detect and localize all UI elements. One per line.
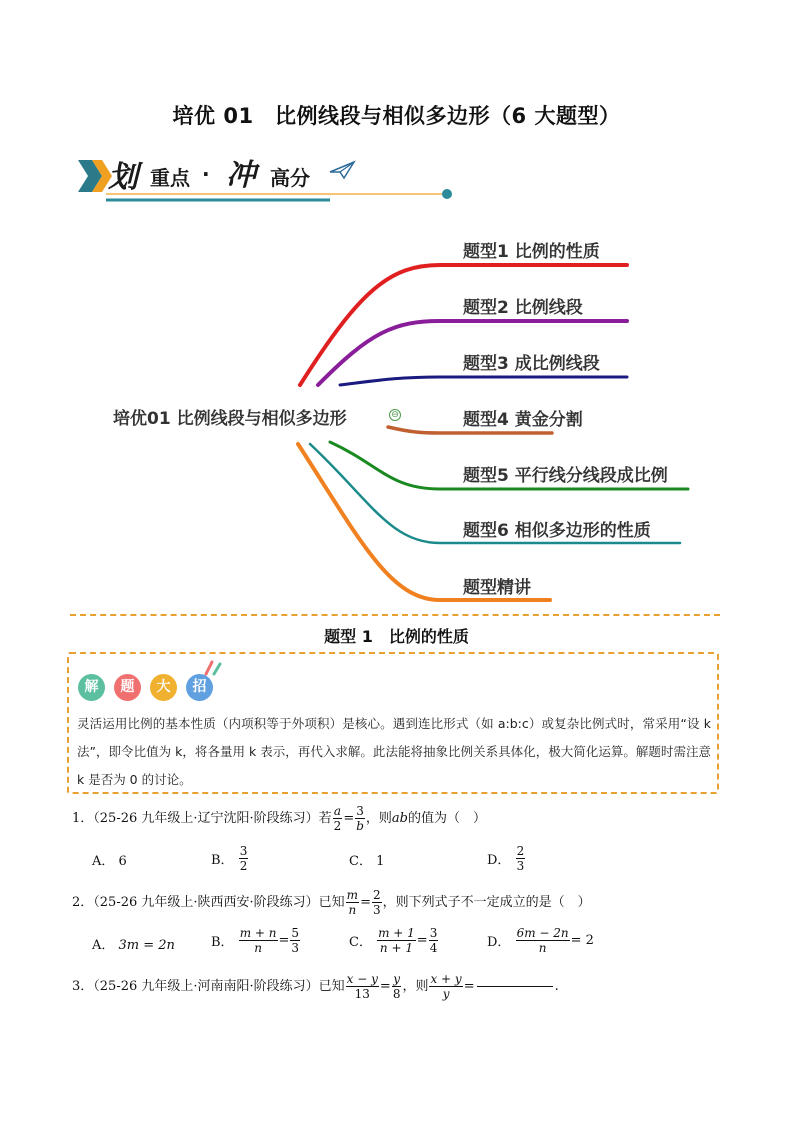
banner-dot: · [202,162,210,186]
document-title: 培优 01 比例线段与相似多边形（6 大题型） [172,104,621,128]
mindmap-node-4[interactable]: 题型4 黄金分割 [463,410,583,430]
q2-option-b[interactable]: B． $\frac{m + n}{n}$ = $\frac{5}{3}$ [211,926,300,955]
q2-source: （25-26 九年级上·陕西西安·阶段练习） [93,895,319,910]
mindmap-node-7[interactable]: 题型精讲 [463,578,531,598]
q3-source: （25-26 九年级上·河南南阳·阶段练习） [93,979,319,994]
q2-eq: = [360,895,371,910]
q1-frac1: $\frac{a}{2}$ [333,804,342,833]
q2-post: ，则下列式子不一定成立的是（ ） [382,895,591,910]
q3-eq2: = [463,979,475,994]
banner-text-zhongdian: 重点 [150,166,190,190]
q3-eq: = [379,979,391,994]
q2-option-d[interactable]: D． $\frac{6m - 2n}{n}$ = 2 [487,926,594,955]
q1-option-c[interactable]: C． 1 [349,854,385,869]
q1-eq: = [343,811,355,826]
q3-pre: 已知 [318,979,345,994]
q2-number: 2． [72,895,94,910]
q1-post2: 的值为（ ） [408,811,487,826]
q3-number: 3． [72,979,94,994]
q2-frac2: $\frac{2}{3}$ [372,888,381,917]
mindmap-node-3[interactable]: 题型3 成比例线段 [463,354,600,374]
q3-end: . [554,979,559,994]
q2-option-a[interactable]: A． 3m = 2n [92,938,175,953]
q1-pre: 若 [318,811,332,826]
q3-frac2: $\frac{y}{8}$ [392,972,401,1001]
tip-text: 灵活运用比例的基本性质（内项积等于外项积）是核心。遇到连比形式（如 a:b:c）或复杂比例式时，常采用“设 k 法”，即令比值为 k，将各量用 k 表示，再代入求解。此法能将抽象比例关系具体化，极大简化运算。解题时需注意 k 是否为 0 的讨论。 [77,716,711,787]
q1-option-d[interactable]: D． $\frac{2}{3}$ [487,844,525,873]
question-1 [72,804,486,833]
paper-plane-icon [328,160,356,180]
mindmap-node-5[interactable]: 题型5 平行线分线段成比例 [463,466,668,486]
q2-option-c[interactable]: C． $\frac{m + 1}{n + 1}$ = $\frac{3}{4}$ [349,926,438,955]
q1-option-a[interactable]: A． 6 [92,854,127,869]
question-2 [72,888,591,917]
q1-frac2: $\frac{3}{b}$ [356,804,364,833]
banner-text-gaofen: 高分 [270,166,310,190]
tip-badge-1: 解 [78,674,105,701]
question-3 [72,972,559,1001]
q1-number: 1． [72,811,94,826]
q3-frac3: $\frac{x + y}{y}$ [430,972,462,1001]
section-divider [70,614,720,616]
mindmap-node-6[interactable]: 题型6 相似多边形的性质 [463,521,651,541]
q1-var: ab [391,811,408,826]
tip-badges [78,660,228,704]
mindmap-node-2[interactable]: 题型2 比例线段 [463,298,583,318]
q1-source: （25-26 九年级上·辽宁沈阳·阶段练习） [93,811,319,826]
mindmap-root: 培优01 比例线段与相似多边形 [113,409,347,429]
mindmap-node-1[interactable]: 题型1 比例的性质 [463,242,600,262]
q2-frac1: $\frac{m}{n}$ [346,888,359,917]
tip-badge-3: 大 [150,674,177,701]
section-banner [78,148,458,210]
q1-option-b[interactable]: B． $\frac{3}{2}$ [211,844,248,873]
tip-badge-4: 招 [186,674,213,701]
banner-char-hua: 划 [108,160,138,195]
q1-post1: ，则 [365,811,392,826]
q3-frac1: $\frac{x - y}{13}$ [346,972,378,1001]
q3-answer-blank[interactable] [477,986,553,987]
q3-post: ，则 [402,979,429,994]
banner-char-chong: 冲 [226,158,256,193]
sparkle-icon [202,660,224,676]
collapse-icon[interactable]: ⊖ [389,409,401,421]
q2-pre: 已知 [318,895,345,910]
section-title: 题型 1 比例的性质 [324,627,469,646]
tip-badge-2: 题 [114,674,141,701]
